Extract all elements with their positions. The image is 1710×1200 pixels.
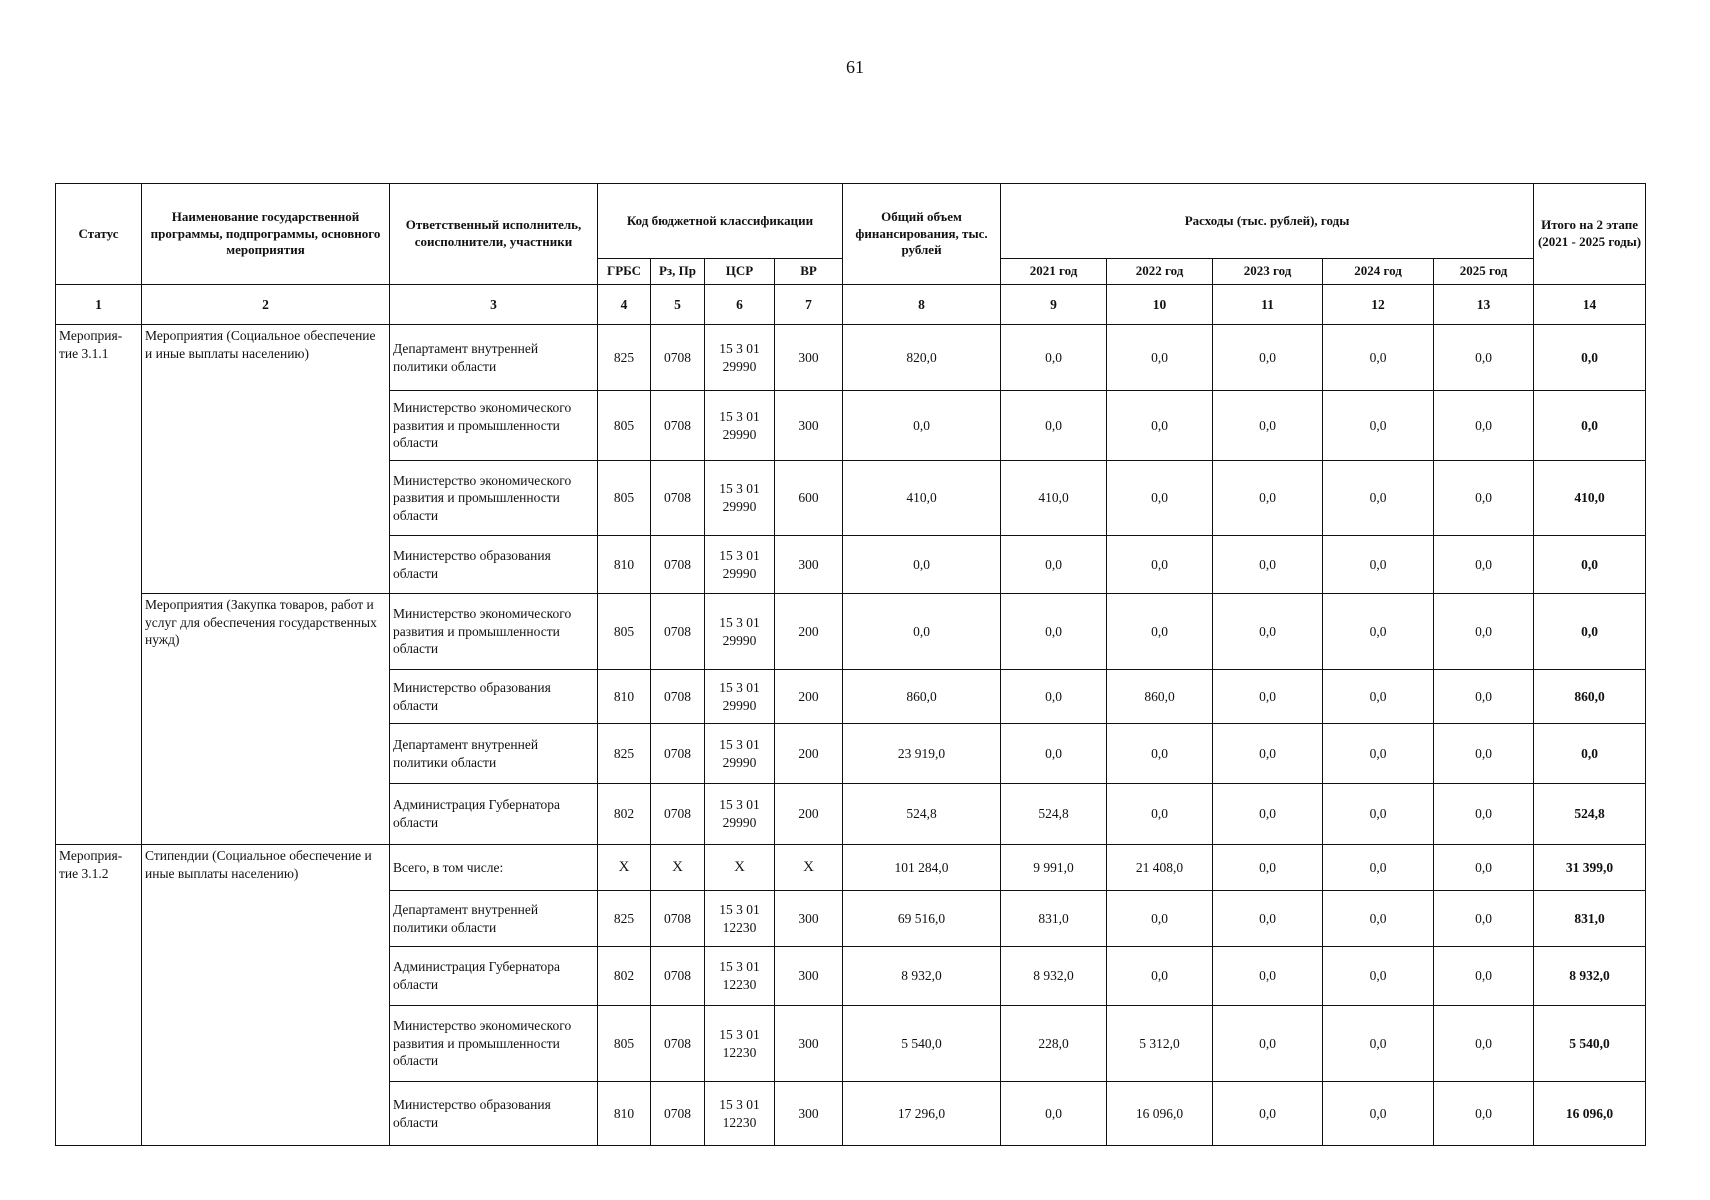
total-financing-cell: 69 516,0 [843,891,1001,947]
column-number: 8 [843,285,1001,325]
expense-2023-cell: 0,0 [1213,461,1323,536]
expense-2024-cell: 0,0 [1323,724,1434,784]
rzpr-cell: 0708 [651,1082,705,1146]
executor-cell: Министерство образования области [390,1082,598,1146]
expense-2022-cell: 860,0 [1107,670,1213,724]
expense-2021-cell: 524,8 [1001,784,1107,845]
expense-2021-cell: 0,0 [1001,325,1107,391]
grbs-cell: 805 [598,461,651,536]
csr-cell: 15 3 01 29990 [705,391,775,461]
grbs-cell: 802 [598,947,651,1006]
status-cell: Мероприя-тие 3.1.2 [56,845,142,1146]
rzpr-cell: 0708 [651,536,705,594]
executor-cell: Департамент внутренней политики области [390,724,598,784]
expense-2023-cell: 0,0 [1213,594,1323,670]
executor-cell: Департамент внутренней политики области [390,325,598,391]
expense-2023-cell: 0,0 [1213,536,1323,594]
expense-2025-cell: 0,0 [1434,1006,1534,1082]
activity-name-cell: Стипендии (Социальное обеспечение и иные выплаты населению) [142,845,390,1146]
grbs-cell: 805 [598,594,651,670]
page-number: 61 [846,57,864,77]
expense-2022-cell: 0,0 [1107,391,1213,461]
csr-cell: 15 3 01 12230 [705,1006,775,1082]
expense-2022-cell: 0,0 [1107,594,1213,670]
expense-2023-cell: 0,0 [1213,784,1323,845]
expense-2022-cell: 0,0 [1107,891,1213,947]
column-number: 1 [56,285,142,325]
grbs-cell: 810 [598,536,651,594]
vr-cell: 600 [775,461,843,536]
expense-2022-cell: 21 408,0 [1107,845,1213,891]
expense-2024-cell: 0,0 [1323,594,1434,670]
header-status: Статус [56,184,142,285]
executor-cell: Министерство экономического развития и промышленности области [390,1006,598,1082]
column-number: 5 [651,285,705,325]
expense-2021-cell: 9 991,0 [1001,845,1107,891]
expense-2023-cell: 0,0 [1213,947,1323,1006]
table-body [56,285,1646,1146]
expense-2024-cell: 0,0 [1323,891,1434,947]
expense-2022-cell: 0,0 [1107,724,1213,784]
expense-2024-cell: 0,0 [1323,536,1434,594]
executor-cell: Администрация Губернатора области [390,947,598,1006]
vr-cell: 200 [775,594,843,670]
stage-total-cell: 16 096,0 [1534,1082,1646,1146]
activity-name-cell: Мероприятия (Социальное обеспечение и иные выплаты населению) [142,325,390,594]
csr-cell: 15 3 01 29990 [705,724,775,784]
expense-2025-cell: 0,0 [1434,461,1534,536]
expense-2025-cell: 0,0 [1434,784,1534,845]
vr-cell: 300 [775,891,843,947]
grbs-cell: 805 [598,1006,651,1082]
column-number: 7 [775,285,843,325]
header-rzpr: Рз, Пр [651,259,705,285]
stage-total-cell: 0,0 [1534,724,1646,784]
total-financing-cell: 820,0 [843,325,1001,391]
grbs-cell: 810 [598,1082,651,1146]
status-cell: Мероприя-тие 3.1.1 [56,325,142,845]
expense-2025-cell: 0,0 [1434,325,1534,391]
header-total-financing: Общий объем финансирования, тыс. рублей [843,184,1001,285]
header-2023: 2023 год [1213,259,1323,285]
column-number: 13 [1434,285,1534,325]
executor-cell: Департамент внутренней политики области [390,891,598,947]
total-financing-cell: 524,8 [843,784,1001,845]
expense-2024-cell: 0,0 [1323,947,1434,1006]
column-number: 12 [1323,285,1434,325]
expense-2022-cell: 0,0 [1107,536,1213,594]
expense-2025-cell: 0,0 [1434,391,1534,461]
expense-2021-cell: 0,0 [1001,594,1107,670]
vr-cell: 200 [775,724,843,784]
grbs-cell: 825 [598,891,651,947]
total-financing-cell: 8 932,0 [843,947,1001,1006]
csr-cell: 15 3 01 12230 [705,1082,775,1146]
expense-2024-cell: 0,0 [1323,670,1434,724]
total-financing-cell: 17 296,0 [843,1082,1001,1146]
expense-2021-cell: 228,0 [1001,1006,1107,1082]
vr-cell: 200 [775,670,843,724]
executor-cell: Администрация Губернатора области [390,784,598,845]
expense-2024-cell: 0,0 [1323,391,1434,461]
executor-cell: Министерство образования области [390,670,598,724]
header-executor: Ответственный исполнитель, соисполнители, участники [390,184,598,285]
expense-2022-cell: 0,0 [1107,461,1213,536]
stage-total-cell: 0,0 [1534,325,1646,391]
rzpr-cell: 0708 [651,461,705,536]
total-financing-cell: 0,0 [843,536,1001,594]
budget-table [55,183,1646,1146]
expense-2021-cell: 0,0 [1001,1082,1107,1146]
vr-cell: 300 [775,325,843,391]
header-vr: ВР [775,259,843,285]
column-number: 10 [1107,285,1213,325]
expense-2025-cell: 0,0 [1434,670,1534,724]
total-financing-cell: 23 919,0 [843,724,1001,784]
total-financing-cell: 860,0 [843,670,1001,724]
rzpr-cell: 0708 [651,784,705,845]
expense-2022-cell: 0,0 [1107,325,1213,391]
header-expenses: Расходы (тыс. рублей), годы [1001,184,1534,259]
grbs-cell: 825 [598,325,651,391]
grbs-cell: 810 [598,670,651,724]
vr-cell: 200 [775,784,843,845]
expense-2023-cell: 0,0 [1213,670,1323,724]
csr-cell: Х [705,845,775,891]
expense-2021-cell: 0,0 [1001,391,1107,461]
table-row [56,845,1646,891]
expense-2021-cell: 410,0 [1001,461,1107,536]
table-header [56,184,1646,285]
vr-cell: 300 [775,1082,843,1146]
table-row [56,594,1646,670]
rzpr-cell: 0708 [651,670,705,724]
total-financing-cell: 5 540,0 [843,1006,1001,1082]
vr-cell: 300 [775,536,843,594]
expense-2023-cell: 0,0 [1213,1082,1323,1146]
expense-2025-cell: 0,0 [1434,594,1534,670]
stage-total-cell: 524,8 [1534,784,1646,845]
total-financing-cell: 410,0 [843,461,1001,536]
expense-2025-cell: 0,0 [1434,947,1534,1006]
stage-total-cell: 831,0 [1534,891,1646,947]
vr-cell: Х [775,845,843,891]
expense-2024-cell: 0,0 [1323,1006,1434,1082]
expense-2021-cell: 0,0 [1001,670,1107,724]
expense-2022-cell: 0,0 [1107,947,1213,1006]
csr-cell: 15 3 01 29990 [705,670,775,724]
expense-2025-cell: 0,0 [1434,1082,1534,1146]
rzpr-cell: 0708 [651,594,705,670]
header-grbs: ГРБС [598,259,651,285]
expense-2023-cell: 0,0 [1213,325,1323,391]
expense-2022-cell: 0,0 [1107,784,1213,845]
rzpr-cell: 0708 [651,724,705,784]
column-number: 11 [1213,285,1323,325]
csr-cell: 15 3 01 29990 [705,325,775,391]
header-name: Наименование государственной программы, подпрограммы, основного мероприятия [142,184,390,285]
header-budget-code: Код бюджетной классификации [598,184,843,259]
column-number: 2 [142,285,390,325]
activity-name-cell: Мероприятия (Закупка товаров, работ и услуг для обеспечения государственных нужд) [142,594,390,845]
stage-total-cell: 860,0 [1534,670,1646,724]
csr-cell: 15 3 01 12230 [705,947,775,1006]
csr-cell: 15 3 01 12230 [705,891,775,947]
expense-2025-cell: 0,0 [1434,845,1534,891]
rzpr-cell: 0708 [651,391,705,461]
executor-cell: Министерство образования области [390,536,598,594]
vr-cell: 300 [775,947,843,1006]
executor-cell: Министерство экономического развития и промышленности области [390,594,598,670]
stage-total-cell: 5 540,0 [1534,1006,1646,1082]
expense-2021-cell: 0,0 [1001,536,1107,594]
csr-cell: 15 3 01 29990 [705,461,775,536]
stage-total-cell: 31 399,0 [1534,845,1646,891]
expense-2024-cell: 0,0 [1323,845,1434,891]
stage-total-cell: 0,0 [1534,536,1646,594]
expense-2022-cell: 5 312,0 [1107,1006,1213,1082]
csr-cell: 15 3 01 29990 [705,594,775,670]
column-number: 9 [1001,285,1107,325]
stage-total-cell: 0,0 [1534,594,1646,670]
rzpr-cell: 0708 [651,891,705,947]
stage-total-cell: 8 932,0 [1534,947,1646,1006]
expense-2025-cell: 0,0 [1434,536,1534,594]
expense-2023-cell: 0,0 [1213,391,1323,461]
expense-2023-cell: 0,0 [1213,891,1323,947]
column-number: 14 [1534,285,1646,325]
executor-cell: Министерство экономического развития и промышленности области [390,461,598,536]
expense-2025-cell: 0,0 [1434,891,1534,947]
expense-2024-cell: 0,0 [1323,461,1434,536]
rzpr-cell: Х [651,845,705,891]
expense-2024-cell: 0,0 [1323,325,1434,391]
total-financing-cell: 101 284,0 [843,845,1001,891]
grbs-cell: 825 [598,724,651,784]
stage-total-cell: 410,0 [1534,461,1646,536]
header-2024: 2024 год [1323,259,1434,285]
header-2025: 2025 год [1434,259,1534,285]
rzpr-cell: 0708 [651,947,705,1006]
column-number-row [56,285,1646,325]
grbs-cell: Х [598,845,651,891]
total-financing-cell: 0,0 [843,391,1001,461]
expense-2023-cell: 0,0 [1213,724,1323,784]
column-number: 3 [390,285,598,325]
rzpr-cell: 0708 [651,325,705,391]
total-financing-cell: 0,0 [843,594,1001,670]
vr-cell: 300 [775,391,843,461]
header-2021: 2021 год [1001,259,1107,285]
header-2022: 2022 год [1107,259,1213,285]
expense-2024-cell: 0,0 [1323,784,1434,845]
header-stage-total: Итого на 2 этапе (2021 - 2025 годы) [1534,184,1646,285]
expense-2024-cell: 0,0 [1323,1082,1434,1146]
vr-cell: 300 [775,1006,843,1082]
expense-2023-cell: 0,0 [1213,1006,1323,1082]
csr-cell: 15 3 01 29990 [705,536,775,594]
stage-total-cell: 0,0 [1534,391,1646,461]
expense-2025-cell: 0,0 [1434,724,1534,784]
header-csr: ЦСР [705,259,775,285]
expense-2021-cell: 8 932,0 [1001,947,1107,1006]
expense-2021-cell: 0,0 [1001,724,1107,784]
executor-cell: Министерство экономического развития и промышленности области [390,391,598,461]
expense-2023-cell: 0,0 [1213,845,1323,891]
expense-2022-cell: 16 096,0 [1107,1082,1213,1146]
rzpr-cell: 0708 [651,1006,705,1082]
grbs-cell: 802 [598,784,651,845]
expense-2021-cell: 831,0 [1001,891,1107,947]
column-number: 4 [598,285,651,325]
table-row [56,325,1646,391]
grbs-cell: 805 [598,391,651,461]
csr-cell: 15 3 01 29990 [705,784,775,845]
executor-cell: Всего, в том числе: [390,845,598,891]
column-number: 6 [705,285,775,325]
